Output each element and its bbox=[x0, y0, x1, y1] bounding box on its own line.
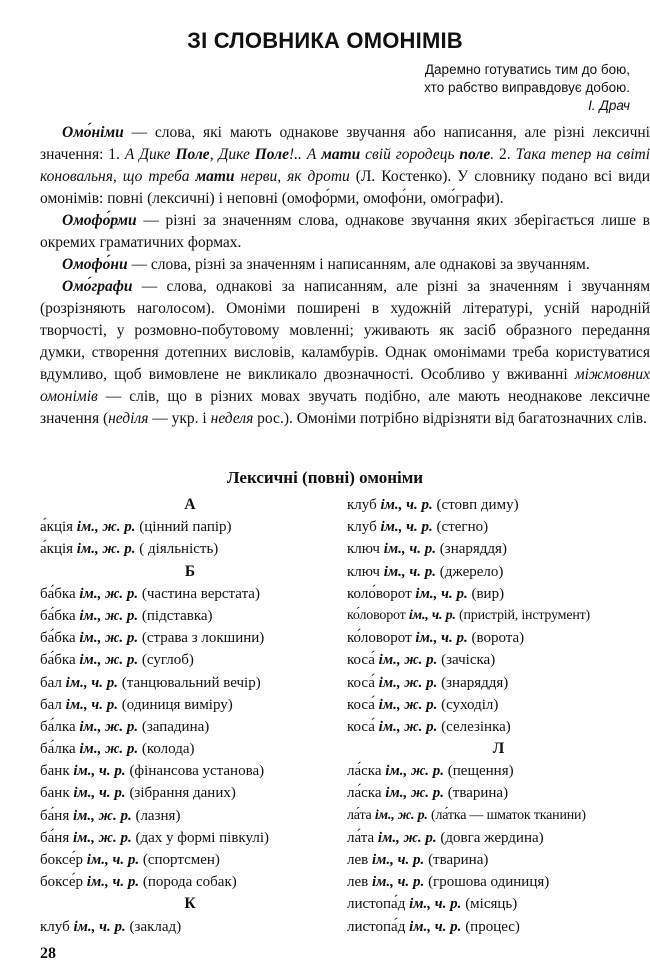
entry-grammar: ім., ж. р. bbox=[378, 652, 438, 669]
entry-word: коса́ bbox=[347, 718, 375, 735]
text: !.. А bbox=[289, 146, 322, 163]
entry-word: лев bbox=[347, 852, 369, 868]
entry-meaning: (пристрій, інструмент) bbox=[459, 607, 591, 623]
entry-grammar: ім., ч. р. bbox=[408, 607, 456, 623]
dictionary-entry bbox=[347, 805, 650, 827]
dictionary-entry bbox=[40, 516, 340, 538]
dictionary-entry bbox=[347, 916, 650, 938]
text: — укр. і bbox=[148, 410, 211, 427]
text: Така тепер на світі коновальня, що треба bbox=[40, 146, 650, 185]
dictionary-entry bbox=[347, 672, 650, 694]
entry-meaning: (ла́тка — шматок тканини) bbox=[430, 807, 586, 823]
entry-grammar: ім., ж. р. bbox=[72, 807, 132, 824]
entry-word: ба́бка bbox=[40, 630, 76, 647]
epigraph bbox=[424, 61, 630, 115]
dictionary-entry bbox=[40, 627, 340, 649]
entry-word: ла́та bbox=[347, 807, 372, 823]
entry-grammar: ім., ж. р. bbox=[79, 718, 139, 735]
entry-grammar: ім., ч. р. bbox=[73, 918, 126, 935]
entry-grammar: ім., ч. р. bbox=[73, 785, 126, 802]
intro-text bbox=[40, 122, 650, 430]
entry-meaning: (процес) bbox=[465, 918, 520, 935]
text: , Дике bbox=[209, 146, 255, 163]
letter-heading: Л bbox=[492, 740, 505, 758]
dictionary-entry bbox=[347, 716, 650, 738]
dictionary-entry bbox=[40, 672, 340, 694]
page-title: ЗІ СЛОВНИКА ОМОНІМІВ bbox=[187, 28, 463, 53]
entry-word: а́кція bbox=[40, 541, 74, 558]
dictionary-entry bbox=[347, 538, 650, 560]
entry-grammar: ім., ж. р. bbox=[374, 807, 428, 823]
entry-word: бал bbox=[40, 674, 62, 691]
dictionary-entry bbox=[347, 849, 650, 871]
epigraph-author: І. Драч bbox=[588, 98, 630, 113]
entry-meaning: (заклад) bbox=[129, 918, 182, 935]
dictionary-entry bbox=[40, 738, 340, 760]
dictionary-entry bbox=[347, 605, 650, 627]
entry-meaning: ( діяльність) bbox=[139, 541, 219, 558]
entry-grammar: ім., ж. р. bbox=[79, 741, 139, 758]
entry-meaning: (частина верстата) bbox=[141, 585, 260, 602]
text: 2. bbox=[494, 146, 516, 163]
entry-word: листопа́д bbox=[347, 896, 406, 913]
letter-heading: К bbox=[184, 895, 196, 913]
dictionary-entry bbox=[40, 649, 340, 671]
entry-grammar: ім., ч. р. bbox=[380, 497, 433, 513]
text: свій городець bbox=[360, 146, 460, 163]
entry-grammar: ім., ж. р. bbox=[79, 630, 139, 647]
entry-word: ба́бка bbox=[40, 585, 76, 602]
entry-grammar: ім., ч. р. bbox=[371, 874, 425, 891]
term-homonyms: Омо́німи bbox=[62, 124, 124, 141]
entry-meaning: (тварина) bbox=[428, 852, 489, 868]
entry-meaning: (западина) bbox=[141, 718, 210, 735]
entry-grammar: ім., ж. р. bbox=[385, 763, 445, 780]
entry-word: а́кція bbox=[40, 519, 74, 536]
entry-grammar: ім., ж. р. bbox=[79, 585, 139, 602]
entry-word: ба́лка bbox=[40, 741, 76, 758]
entry-grammar: ім., ч. р. bbox=[86, 874, 140, 891]
entry-meaning: (колода) bbox=[141, 741, 195, 758]
entry-meaning: (спортсмен) bbox=[142, 852, 220, 868]
entry-meaning: (зібрання даних) bbox=[129, 785, 236, 802]
dictionary-entry bbox=[40, 827, 340, 849]
text: поле bbox=[459, 146, 491, 163]
entry-word: клуб bbox=[347, 497, 377, 513]
dictionary-entry bbox=[40, 760, 340, 782]
entry-grammar: ім., ж. р. bbox=[385, 785, 445, 802]
entry-meaning: (дах у формі півкулі) bbox=[135, 829, 269, 846]
dictionary-entry bbox=[347, 627, 650, 649]
entry-word: клуб bbox=[40, 918, 70, 935]
letter-heading: Б bbox=[184, 562, 196, 580]
entry-meaning: (знаряддя) bbox=[439, 541, 507, 558]
paragraph-homographs bbox=[40, 276, 650, 430]
entry-word: ба́бка bbox=[40, 652, 76, 669]
entry-grammar: ім., ч. р. bbox=[409, 896, 462, 913]
entry-word: ла́ска bbox=[347, 763, 382, 780]
entry-meaning: (одиниця виміру) bbox=[121, 696, 233, 713]
entry-meaning: (зачіска) bbox=[441, 652, 496, 669]
example-word: неделя bbox=[210, 410, 254, 427]
entry-grammar: ім., ч. р. bbox=[73, 763, 126, 780]
entry-meaning: (цінний папір) bbox=[139, 519, 232, 536]
entry-meaning: (фінансова установа) bbox=[129, 763, 265, 780]
entry-word: ла́та bbox=[347, 829, 375, 846]
entry-grammar: ім., ч. р. bbox=[65, 674, 118, 691]
dictionary-entry bbox=[40, 694, 340, 716]
entry-grammar: ім., ч. р. bbox=[415, 630, 468, 647]
text: — слова, однакові за написанням, але різні за значенням і звучанням (розрізняють наголосом). Омоніми поширені в художній літературі, усній народній творчості, у розмовно-побутовому мовленні; уживають як засіб образного передання думки, створення дотепних висловів, каламбурів. Однак омонімами треба користуватися вдумливо, щоб вимовлене не викликало двозначності. Особливо у вживанні bbox=[40, 278, 650, 383]
entry-word: клуб bbox=[347, 519, 377, 536]
dictionary-entry bbox=[347, 827, 650, 849]
entry-word: коса́ bbox=[347, 674, 375, 691]
page-number: 28 bbox=[40, 945, 56, 962]
entry-meaning: (підставка) bbox=[141, 607, 213, 624]
epigraph-line-2: хто рабство виправдовує добою. bbox=[424, 80, 630, 95]
dictionary-entry bbox=[347, 561, 650, 583]
entry-grammar: ім., ж. р. bbox=[377, 829, 437, 846]
entry-word: ба́ня bbox=[40, 829, 70, 846]
text: — різні за значенням слова, однакове звучання яких зберігається лише в окремих граматичних формах. bbox=[40, 212, 650, 251]
term-homoforms: Омофо́рми bbox=[62, 212, 137, 229]
term-homophones: Омофо́ни bbox=[62, 256, 128, 273]
term-interlingual: міжмовних омонімів bbox=[40, 366, 650, 405]
dictionary-entry bbox=[347, 893, 650, 915]
entry-meaning: (танцювальний вечір) bbox=[121, 674, 261, 691]
entry-grammar: ім., ч. р. bbox=[65, 696, 118, 713]
dictionary-entry bbox=[347, 760, 650, 782]
entry-word: ба́лка bbox=[40, 718, 76, 735]
dictionary-entry bbox=[347, 649, 650, 671]
term-homographs: Омо́графи bbox=[62, 278, 133, 295]
entry-meaning: (джерело) bbox=[439, 563, 504, 580]
entry-meaning: (селезінка) bbox=[441, 718, 511, 735]
dictionary-entry bbox=[347, 694, 650, 716]
entry-word: ко́ловорот bbox=[347, 630, 412, 647]
section-title: Лексичні (повні) омоніми bbox=[226, 468, 424, 487]
paragraph-homophones bbox=[40, 254, 650, 276]
example-1 bbox=[125, 146, 494, 163]
entry-word: ла́ска bbox=[347, 785, 382, 802]
dictionary-entry bbox=[40, 716, 340, 738]
entry-word: ко́ловорот bbox=[347, 607, 406, 623]
text: Поле bbox=[254, 146, 290, 163]
entry-grammar: ім., ж. р. bbox=[76, 519, 136, 536]
dictionary-entry bbox=[40, 583, 340, 605]
epigraph-line-1: Даремно готуватись тим до бою, bbox=[424, 62, 630, 77]
paragraph-homonyms bbox=[40, 122, 650, 210]
dictionary-entry bbox=[347, 494, 650, 516]
entry-word: листопа́д bbox=[347, 918, 406, 935]
dictionary-entry bbox=[347, 516, 650, 538]
entry-word: банк bbox=[40, 785, 70, 802]
dictionary-entry bbox=[347, 583, 650, 605]
entry-word: лев bbox=[347, 874, 369, 891]
dictionary-column-left bbox=[40, 494, 340, 938]
dictionary-entry bbox=[40, 605, 340, 627]
entry-meaning: (страва з локшини) bbox=[141, 630, 265, 647]
text: — слів, що в різних мовах звучать подібно, але мають неоднакове лексичне значення ( bbox=[40, 388, 650, 427]
dictionary-entry bbox=[40, 805, 340, 827]
entry-grammar: ім., ж. р. bbox=[79, 652, 139, 669]
dictionary-entry bbox=[347, 871, 650, 893]
entry-meaning: (лазня) bbox=[135, 807, 181, 824]
text: нерви, як дроти bbox=[234, 168, 350, 185]
dictionary-entry bbox=[40, 849, 340, 871]
entry-meaning: (грошова одиниця) bbox=[428, 874, 550, 891]
entry-grammar: ім., ч. р. bbox=[371, 852, 425, 868]
dictionary-entry bbox=[347, 782, 650, 804]
entry-meaning: (знаряддя) bbox=[441, 674, 509, 691]
text: рос.). Омоніми потрібно відрізняти від багатозначних слів. bbox=[253, 410, 647, 427]
entry-grammar: ім., ж. р. bbox=[76, 541, 136, 558]
entry-word: коса́ bbox=[347, 652, 375, 669]
entry-grammar: ім., ч. р. bbox=[383, 541, 437, 558]
text: (Л. Костенко). У словнику подано всі види омонімів: повні (лексичні) і неповні (омофо́рми, омофо́ни, омо́графи). bbox=[40, 168, 650, 207]
entry-word: ба́ня bbox=[40, 807, 70, 824]
dictionary-entry bbox=[40, 916, 340, 938]
text: . bbox=[490, 146, 495, 163]
text: — слова, різні за значенням і написанням, але однакові за звучанням. bbox=[127, 256, 590, 273]
entry-meaning: (суглоб) bbox=[141, 652, 194, 669]
entry-word: ключ bbox=[347, 541, 380, 558]
entry-grammar: ім., ж. р. bbox=[79, 607, 139, 624]
text: А Дике bbox=[124, 146, 176, 163]
entry-grammar: ім., ж. р. bbox=[72, 829, 132, 846]
entry-word: боксе́р bbox=[40, 874, 84, 891]
entry-meaning: (тварина) bbox=[447, 785, 509, 802]
dictionary-entry bbox=[40, 538, 340, 560]
entry-word: ба́бка bbox=[40, 607, 76, 624]
dictionary-column-right bbox=[347, 494, 650, 938]
entry-meaning: (місяць) bbox=[465, 896, 518, 913]
entry-meaning: (вир) bbox=[471, 585, 505, 602]
entry-meaning: (порода собак) bbox=[142, 874, 237, 891]
entry-word: банк bbox=[40, 763, 70, 780]
text: мати bbox=[321, 146, 361, 163]
text: Поле bbox=[175, 146, 210, 163]
entry-word: ключ bbox=[347, 563, 380, 580]
entry-word: боксе́р bbox=[40, 852, 84, 868]
entry-grammar: ім., ж. р. bbox=[378, 674, 438, 691]
entry-grammar: ім., ж. р. bbox=[378, 696, 438, 713]
entry-grammar: ім., ч. р. bbox=[409, 918, 462, 935]
example-word: неділя bbox=[108, 410, 149, 427]
entry-meaning: (пещення) bbox=[447, 763, 514, 780]
paragraph-homoforms bbox=[40, 210, 650, 254]
entry-meaning: (ворота) bbox=[471, 630, 525, 647]
entry-meaning: (стегно) bbox=[436, 519, 489, 536]
entry-grammar: ім., ч. р. bbox=[383, 563, 437, 580]
dictionary-entry bbox=[40, 871, 340, 893]
entry-word: коло́ворот bbox=[347, 585, 412, 602]
letter-heading: А bbox=[184, 496, 196, 513]
text: — слова, які мають однакове звучання або написання, але різні лексичні значення: 1. bbox=[40, 124, 650, 163]
entry-word: бал bbox=[40, 696, 62, 713]
entry-grammar: ім., ч. р. bbox=[380, 519, 433, 536]
entry-meaning: (суходіл) bbox=[441, 696, 499, 713]
entry-meaning: (стовп диму) bbox=[436, 497, 519, 513]
entry-word: коса́ bbox=[347, 696, 375, 713]
entry-grammar: ім., ч. р. bbox=[86, 852, 140, 868]
text: мати bbox=[195, 168, 235, 185]
entry-grammar: ім., ж. р. bbox=[378, 718, 438, 735]
entry-grammar: ім., ч. р. bbox=[415, 585, 468, 602]
entry-meaning: (довга жердина) bbox=[440, 829, 544, 846]
dictionary-entry bbox=[40, 782, 340, 804]
